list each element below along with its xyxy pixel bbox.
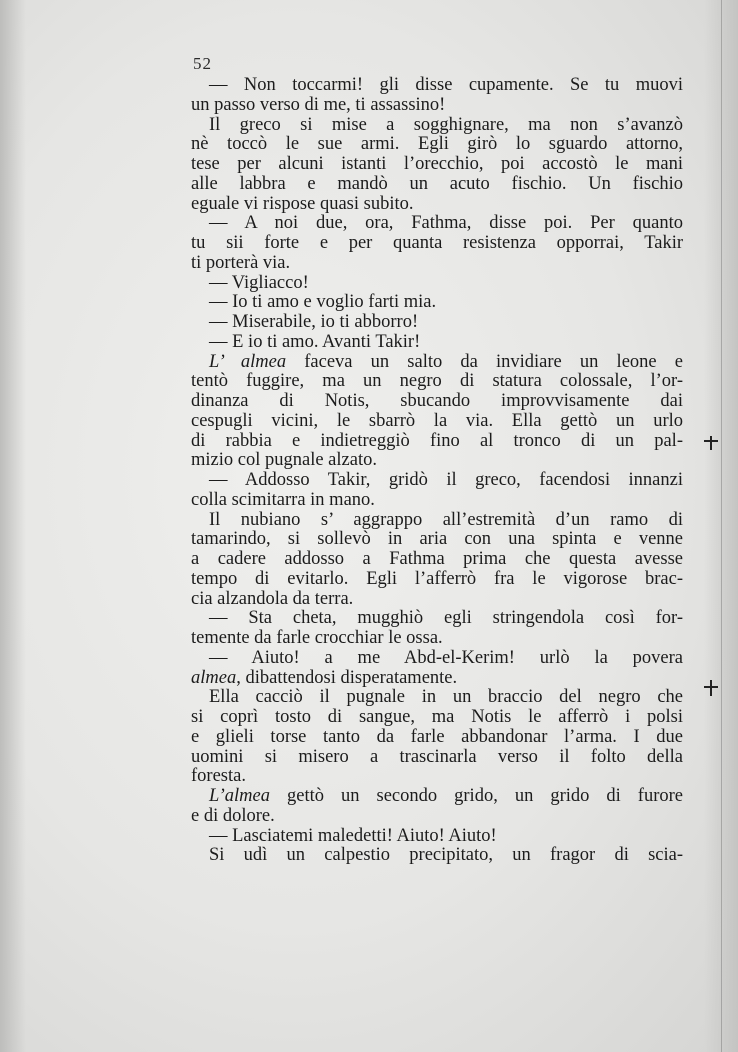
italic-word: L’almea [209,787,270,806]
body-text [191,76,683,866]
text-line: a cadere addosso a Fathma prima che questa avesse [191,550,683,569]
text-line: nè toccò le sue armi. Egli girò lo sguardo attorno, [191,135,683,155]
text-line: — Addosso Takir, gridò il greco, facendosi innanzi [209,471,683,490]
text-line: tu sii forte e per quanta resistenza opporrai, Takir [191,234,683,253]
text-line: e glieli torse tanto da farle abbandonar l’arma. I due [191,727,683,747]
text-line: alle labbra e mandò un acuto fischio. Un fischio [191,174,683,194]
line-rest: gettò un secondo grido, un grido di furore [269,787,683,806]
text-line: Il greco si mise a sogghignare, ma non s’avanzò [209,115,683,135]
text-line: Si udì un calpestio precipitato, un fragor di scia- [209,846,683,866]
text-line: dinanza di Notis, sbucando improvvisamente dai [191,392,683,411]
scan-mark [710,436,712,450]
text-line: — Vigliacco! [209,273,309,293]
text-line: — Sta cheta, mugghiò egli stringendola così for- [209,609,683,629]
text-line: tentò fuggire, ma un negro di statura colossale, l’or- [191,372,683,392]
text-line: un passo verso di me, ti assassino! [191,95,446,115]
text-line [191,353,683,373]
text-line: si coprì tosto di sangue, ma Notis le afferrò i polsi [191,708,683,727]
text-line: di rabbia e indietreggiò fino al tronco di un pal- [191,431,683,451]
text-line: temente da farle crocchiar le ossa. [191,629,443,648]
text-line: cespugli vicini, le sbarrò la via. Ella gettò un urlo [191,411,683,431]
text-line: tempo di evitarlo. Egli l’afferrò fra le vigorose brac- [191,569,683,589]
text-line: — Miserabile, io ti abborro! [209,313,419,332]
text-line: cia alzandola da terra. [191,589,354,609]
text-line: ti porterà via. [191,253,291,273]
text-line: tamarindo, si sollevò in aria con una spinta e venne [191,530,683,550]
text-line [191,787,683,807]
page-fold-line [721,0,722,1052]
text-line: Ella cacciò il pugnale in un braccio del negro che [209,688,683,708]
text-line: tese per alcuni istanti l’orecchio, poi accostò le mani [191,155,683,174]
text-line [191,669,683,689]
text-line: e di dolore. [191,806,275,826]
line-rest: faceva un salto da invidiare un leone e [286,352,683,372]
text-line: — Non toccarmi! gli disse cupamente. Se tu muovi [209,76,683,95]
text-line: Il nubiano s’ aggrappo all’estremità d’un ramo di [209,510,683,530]
text-line: — E io ti amo. Avanti Takir! [209,332,421,352]
line-rest: , dibattendosi disperatamente. [236,668,458,688]
text-line: — A noi due, ora, Fathma, disse poi. Per quanto [209,214,683,234]
page-number: 52 [193,54,212,73]
text-line: mizio col pugnale alzato. [191,451,377,471]
text-line: uomini si misero a trascinarla verso il folto della [191,747,683,767]
text-line: — Aiuto! a me Abd-el-Kerim! urlò la povera [209,648,683,668]
italic-word: almea [191,668,237,688]
text-line: eguale vi rispose quasi subito. [191,194,414,214]
text-line: — Lasciatemi maledetti! Aiuto! Aiuto! [209,826,497,846]
scan-mark [710,680,712,696]
page-left-shadow [0,0,26,1052]
text-line: foresta. [191,767,246,787]
text-line: — Io ti amo e voglio farti mia. [209,293,437,313]
italic-word: L’ almea [209,352,287,372]
text-line: colla scimitarra in mano. [191,490,375,510]
